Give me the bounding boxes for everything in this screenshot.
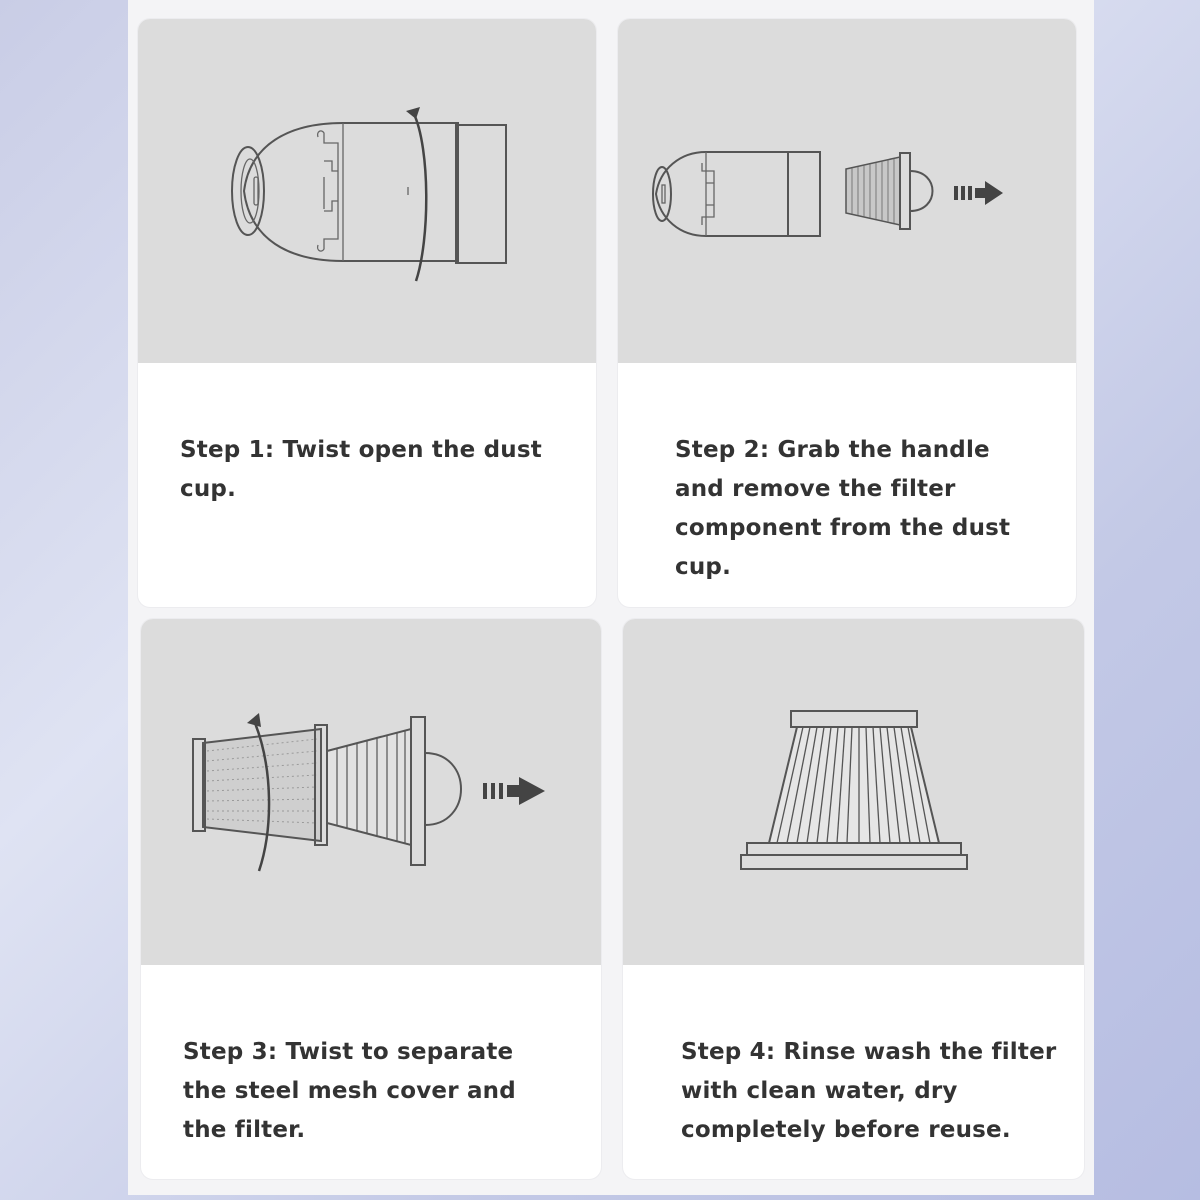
mesh-separate-icon: [141, 619, 601, 965]
step-4-text: Step 4: Rinse wash the filter with clean water, dry completely before reuse.: [681, 1039, 1057, 1143]
step-1-illustration: [138, 19, 596, 363]
step-2-illustration: [618, 19, 1076, 363]
step-4-illustration: [623, 619, 1084, 965]
filter-icon: [623, 619, 1084, 965]
step-4-card: [623, 619, 1084, 1179]
step-3-text: Step 3: Twist to separate the steel mesh cover and the filter.: [183, 1039, 516, 1143]
step-3-illustration: [141, 619, 601, 965]
step-2-card: [618, 19, 1076, 607]
step-1-text: Step 1: Twist open the dust cup.: [180, 437, 542, 502]
step-3-card: [141, 619, 601, 1179]
step-1-card: [138, 19, 596, 607]
dust-cup-twist-icon: [138, 19, 596, 363]
filter-remove-icon: [618, 19, 1076, 363]
step-2-text: Step 2: Grab the handle and remove the filter component from the dust cup.: [675, 437, 1011, 580]
